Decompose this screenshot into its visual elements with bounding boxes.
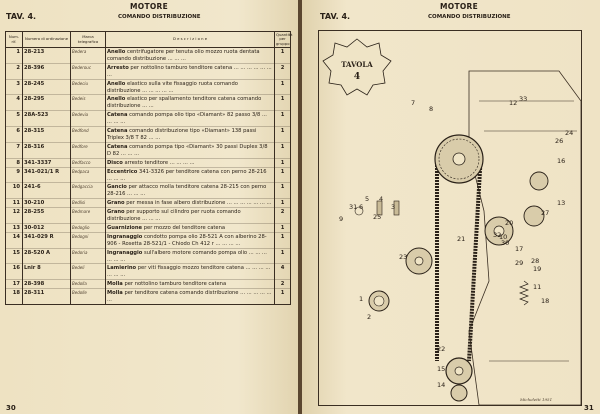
- section-title: MOTORE: [130, 2, 169, 11]
- order-number: 341-029 R: [23, 232, 71, 248]
- callout-9: 9: [339, 215, 344, 223]
- page-subtitle: COMANDO DISTRIBUZIONE: [118, 14, 201, 20]
- ref-number: 6: [6, 127, 23, 143]
- callout-12: 12: [509, 99, 518, 107]
- item-name: Anello: [107, 49, 126, 55]
- emblem-number: 4: [353, 72, 361, 82]
- description: [106, 208, 275, 224]
- item-description: condotto pompa olio 28-521 A con alberino 28-906 - Rosetta 28-521/1 - Chiodo Ch 412 r ... ... ... ...: [107, 233, 267, 247]
- telegraph-code: Bedfacco: [71, 158, 106, 167]
- item-description: comando pompa tipo «Diamant» 30 passi Duplex 3/8 D 82 ... ... ...: [107, 143, 268, 157]
- callout-20: 20: [505, 219, 514, 227]
- callout-5: 5: [365, 195, 370, 203]
- telegraph-code: Bedolle: [71, 289, 106, 305]
- emblem-label: TAVOLA: [341, 60, 373, 69]
- quantity: 1: [275, 248, 291, 264]
- telegraph-code: Bedolla: [71, 280, 106, 289]
- col-quantity: Quantità per gruppo: [276, 31, 293, 46]
- description: [106, 95, 275, 111]
- table-row: [6, 199, 291, 208]
- tensioner-spring: [520, 281, 528, 305]
- quantity: 1: [275, 79, 291, 95]
- item-description: comando pompa olio tipo «Diamant» 82 passo 3/8 ... ... ... ...: [107, 112, 267, 126]
- callout-25: 25: [373, 213, 382, 221]
- callout-29: 29: [515, 259, 524, 267]
- engine-timing-illustration: [319, 31, 581, 405]
- ref-number: 18: [6, 289, 23, 305]
- callout-8: 8: [429, 105, 434, 113]
- callout-28: 28: [531, 257, 540, 265]
- telegraph-code: Bedgaccia: [71, 183, 106, 199]
- callout-17: 17: [515, 245, 524, 253]
- table-label: TAV. 4.: [6, 12, 37, 21]
- table-row: [6, 280, 291, 289]
- quantity: 1: [275, 111, 291, 127]
- table-row: [6, 48, 291, 64]
- table-row: [6, 158, 291, 167]
- callout-18: 18: [541, 297, 550, 305]
- telegraph-code: Bedeciu: [71, 79, 106, 95]
- order-number: 28-311: [23, 289, 71, 305]
- ref-number: 12: [6, 208, 23, 224]
- item-description: per attacco molla tenditore catena 28-215 con perno 28-216 ... ... ...: [107, 184, 267, 198]
- callout-32: 32: [493, 231, 502, 239]
- quantity: 1: [275, 183, 291, 199]
- col-order-number: Numero di ordinazione: [23, 32, 71, 48]
- exploded-view-drawing: [318, 30, 582, 406]
- telegraph-code: Bedoglio: [71, 223, 106, 232]
- item-name: Grano: [107, 200, 125, 207]
- col-ref: Num. rif.: [6, 32, 23, 48]
- order-number: 28-255: [23, 208, 71, 224]
- order-number: 341-3337: [23, 158, 71, 167]
- item-name: Grano: [107, 209, 125, 216]
- quantity: 1: [275, 48, 291, 64]
- item-description: per nottolino tamburo tenditore catena ... ... ... ... ... ... ...: [107, 64, 272, 78]
- description: [106, 48, 275, 64]
- telegraph-code: Bedeis: [71, 95, 106, 111]
- item-name: Catena: [107, 128, 128, 135]
- telegraph-code: Bedfond: [71, 127, 106, 143]
- ref-number: 1: [6, 48, 23, 64]
- table-header: [6, 32, 291, 48]
- callout-31: 31: [349, 203, 358, 211]
- table-row: [6, 248, 291, 264]
- order-number: 28-396: [23, 63, 71, 79]
- item-name: Ingranaggio: [107, 233, 143, 240]
- callout-11: 11: [533, 283, 542, 291]
- pump-drive-gear: [451, 385, 467, 401]
- table-label-right: TAV. 4.: [320, 12, 351, 21]
- order-number: 28-213: [23, 48, 71, 64]
- description: [106, 199, 275, 208]
- item-name: Lamierino: [107, 265, 137, 272]
- order-number: 28-245: [23, 79, 71, 95]
- page-number-right: 31: [584, 404, 594, 412]
- item-description: per mozzo del tenditore catena: [142, 224, 226, 231]
- callout-24: 24: [565, 129, 574, 137]
- col-telegraph-code: Marca telegrafica: [71, 32, 106, 48]
- table-row: [6, 223, 291, 232]
- quantity: 1: [275, 167, 291, 183]
- quantity: 2: [275, 63, 291, 79]
- page-subtitle-right: COMANDO DISTRIBUZIONE: [428, 14, 511, 20]
- callout-1: 1: [359, 295, 364, 303]
- callout-15: 15: [437, 365, 446, 373]
- callout-7: 7: [411, 99, 416, 107]
- telegraph-code: Bedera: [71, 48, 106, 64]
- table-row: [6, 183, 291, 199]
- item-description: sull'albero motore comando pompa olio ... ... ... ... ... ...: [107, 249, 267, 263]
- parts-table: [5, 31, 291, 305]
- telegraph-code: Bedmare: [71, 208, 106, 224]
- item-description: per supporto sul cilindro per ruota comando distribuzione ... ... ...: [107, 209, 241, 223]
- callout-14: 14: [437, 381, 446, 389]
- telegraph-code: Bedeli: [71, 264, 106, 280]
- quantity: 2: [275, 208, 291, 224]
- callout-19: 19: [533, 265, 542, 273]
- left-page: [0, 0, 298, 414]
- col-description: D e s c r i z i o n e: [106, 32, 275, 48]
- table-row: [6, 264, 291, 280]
- description: [106, 167, 275, 183]
- telegraph-code: Bederouc: [71, 63, 106, 79]
- item-description: elastico sulla vite fissaggio ruota comando distribuzione ... ... ... ... ...: [107, 80, 238, 94]
- item-name: Anello: [107, 96, 126, 103]
- callout-23: 23: [399, 253, 408, 261]
- item-name: Ingranaggio: [107, 249, 143, 256]
- table-row: [6, 289, 291, 305]
- order-number: 30-012: [23, 223, 71, 232]
- item-name: Gancio: [107, 184, 127, 191]
- description: [106, 63, 275, 79]
- description: [106, 289, 275, 305]
- order-number: 28-316: [23, 142, 71, 158]
- ref-number: 2: [6, 63, 23, 79]
- callout-6: 6: [359, 203, 364, 211]
- quantity: 1: [275, 199, 291, 208]
- table-row: [6, 111, 291, 127]
- item-name: Molla: [107, 281, 123, 288]
- page-number-left: 30: [6, 404, 16, 412]
- order-number: 30-210: [23, 199, 71, 208]
- artist-signature: Micheletti 1951: [520, 397, 553, 402]
- item-description: elastico per spallamento tenditore catena comando distribuzione ... ...: [107, 96, 262, 110]
- table-row: [6, 79, 291, 95]
- telegraph-code: Bedlisi: [71, 199, 106, 208]
- table-row: [6, 95, 291, 111]
- description: [106, 280, 275, 289]
- callout-13: 13: [557, 199, 566, 207]
- order-number: 241-6: [23, 183, 71, 199]
- callout-10: 10: [499, 233, 508, 241]
- telegraph-code: Bedoria: [71, 248, 106, 264]
- description: [106, 248, 275, 264]
- ref-number: 8: [6, 158, 23, 167]
- description: [106, 79, 275, 95]
- table-row: [6, 127, 291, 143]
- item-description: per viti fissaggio mozzo tenditore catena ... ... ... ... ... ... ...: [107, 265, 271, 279]
- item-description: comando distribuzione tipo «Diamant» 138 passi Triplex 3/8 T 82 ... ...: [107, 128, 257, 141]
- table-row: [6, 232, 291, 248]
- table-row: [6, 208, 291, 224]
- ref-number: 5: [6, 111, 23, 127]
- item-description: per nottolino tamburo tenditore catena: [122, 281, 227, 288]
- table-row: [6, 167, 291, 183]
- telegraph-code: Bedfore: [71, 142, 106, 158]
- item-name: Catena: [107, 143, 128, 150]
- ref-number: 16: [6, 264, 23, 280]
- timing-chain: [437, 153, 481, 361]
- callout-30: 30: [501, 239, 510, 247]
- item-description: 341-3326 per tenditore catena con perno 28-216 ... ... ...: [107, 168, 267, 182]
- ref-number: 13: [6, 223, 23, 232]
- item-description: per messa in fase albero distribuzione ... ... ... ... ... ... ...: [124, 200, 272, 207]
- quantity: 1: [275, 95, 291, 111]
- callout-21: 21: [457, 235, 466, 243]
- ref-number: 4: [6, 95, 23, 111]
- order-number: 28-295: [23, 95, 71, 111]
- table-row: [6, 142, 291, 158]
- ref-number: 7: [6, 142, 23, 158]
- order-number: 28A-523: [23, 111, 71, 127]
- item-name: Molla: [107, 290, 123, 297]
- telegraph-code: Bedpaca: [71, 167, 106, 183]
- quantity: 1: [275, 289, 291, 305]
- callout-3: 3: [391, 203, 396, 211]
- description: [106, 223, 275, 232]
- table-row: [6, 63, 291, 79]
- description: [106, 142, 275, 158]
- callout-33: 33: [519, 95, 528, 103]
- callout-4: 4: [379, 195, 384, 203]
- description: [106, 158, 275, 167]
- quantity: 2: [275, 280, 291, 289]
- description: [106, 127, 275, 143]
- item-description: centrifugatore per tenuta olio mozzo ruota dentata comando distribuzione ... ... ...: [107, 49, 260, 62]
- description: [106, 183, 275, 199]
- description: [106, 264, 275, 280]
- item-name: Catena: [107, 112, 128, 119]
- callout-27: 27: [541, 209, 550, 217]
- item-name: Arresto: [107, 64, 129, 71]
- order-number: 28-315: [23, 127, 71, 143]
- order-number: 28-520 A: [23, 248, 71, 264]
- ref-number: 10: [6, 183, 23, 199]
- ref-number: 11: [6, 199, 23, 208]
- item-description: arresto tenditore ... ... ... ...: [122, 159, 195, 166]
- callout-16: 16: [557, 157, 566, 165]
- order-number: 341-021/1 R: [23, 167, 71, 183]
- telegraph-code: Bedogni: [71, 232, 106, 248]
- callout-2: 2: [367, 313, 372, 321]
- section-title-right: MOTORE: [440, 2, 479, 11]
- item-name: Eccentrico: [107, 168, 138, 175]
- callout-22: 22: [437, 345, 446, 353]
- order-number: 28-398: [23, 280, 71, 289]
- item-description: per tenditore catena comando distribuzione ... ... ... ... ... ...: [107, 290, 272, 304]
- order-number: Lnir 8: [23, 264, 71, 280]
- ref-number: 14: [6, 232, 23, 248]
- callout-26: 26: [555, 137, 564, 145]
- quantity: 4: [275, 264, 291, 280]
- item-name: Disco: [107, 159, 123, 166]
- ref-number: 3: [6, 79, 23, 95]
- parts-table-body: [6, 48, 291, 305]
- quantity: 1: [275, 232, 291, 248]
- quantity: 1: [275, 158, 291, 167]
- ref-number: 17: [6, 280, 23, 289]
- item-name: Guarnizione: [107, 224, 143, 231]
- engine-block-outline: [469, 71, 581, 405]
- quantity: 1: [275, 127, 291, 143]
- ref-number: 15: [6, 248, 23, 264]
- description: [106, 232, 275, 248]
- telegraph-code: Bedevia: [71, 111, 106, 127]
- description: [106, 111, 275, 127]
- quantity: 1: [275, 142, 291, 158]
- tensioner-drum: [530, 172, 548, 190]
- quantity: 1: [275, 223, 291, 232]
- ref-number: 9: [6, 167, 23, 183]
- item-name: Anello: [107, 80, 126, 87]
